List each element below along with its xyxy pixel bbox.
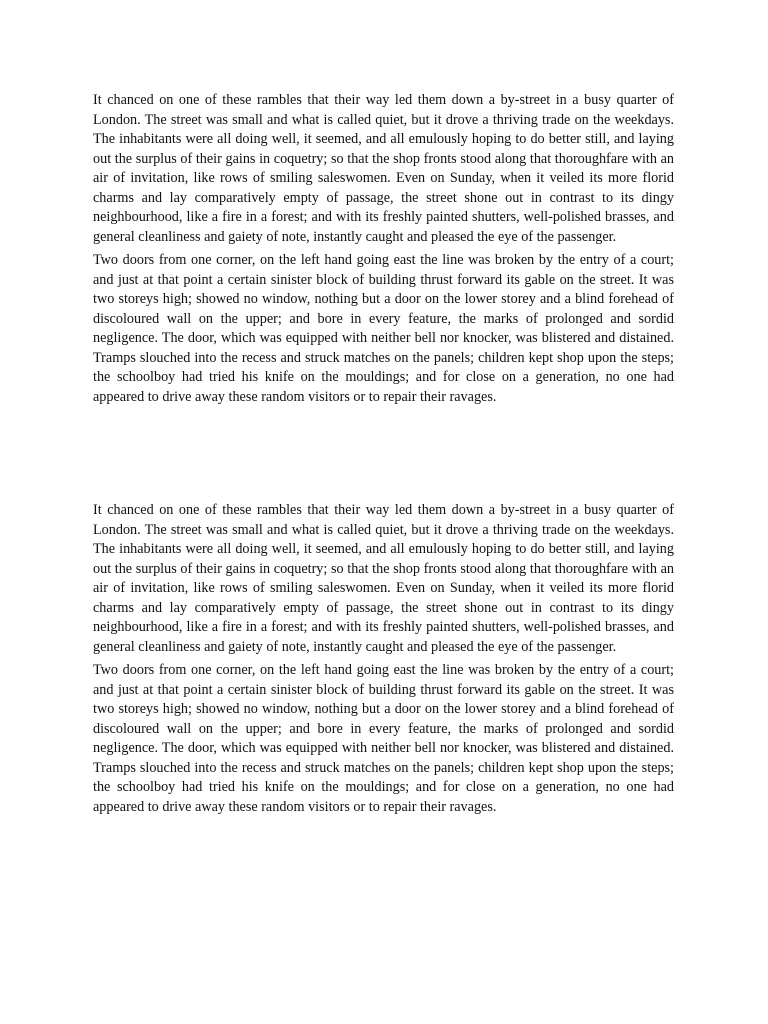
paragraph-street-description: It chanced on one of these rambles that their way led them down a by-street in a busy quarter of London. The street was small and what is called quiet, but it drove a thriving trade on the weekdays. The inhabitants were all doing well, it seemed, and all emulously hoping to do better still, and laying out the surplus of their gains in coquetry; so that the shop fronts stood along that thoroughfare with an air of invitation, like rows of smiling saleswomen. Even on Sunday, when it veiled its more florid charms and lay comparatively empty of passage, the street shone out in contrast to its dingy neighbourhood, like a fire in a forest; and with its freshly painted shutters, well-polished brasses, and general cleanliness and gaiety of note, instantly caught and pleased the eye of the passenger.: [93, 92, 674, 245]
paragraph-door-description: Two doors from one corner, on the left hand going east the line was broken by the entry of a court; and just at that point a certain sinister block of building thrust forward its gable on the street. It was two storeys high; showed no window, nothing but a door on the lower storey and a blind forehead of discoloured wall on the upper; and bore in every feature, the marks of prolonged and sordid negligence. The door, which was equipped with neither bell nor knocker, was blistered and distained. Tramps slouched into the recess and struck matches on the panels; children kept shop upon the steps; the schoolboy had tried his knife on the mouldings; and for close on a generation, no one had appeared to drive away these random visitors or to repair their ravages.: [93, 662, 674, 815]
paragraph-door-description: Two doors from one corner, on the left hand going east the line was broken by the entry of a court; and just at that point a certain sinister block of building thrust forward its gable on the street. It was two storeys high; showed no window, nothing but a door on the lower storey and a blind forehead of discoloured wall on the upper; and bore in every feature, the marks of prolonged and sordid negligence. The door, which was equipped with neither bell nor knocker, was blistered and distained. Tramps slouched into the recess and struck matches on the panels; children kept shop upon the steps; the schoolboy had tried his knife on the mouldings; and for close on a generation, no one had appeared to drive away these random visitors or to repair their ravages.: [93, 252, 674, 405]
paragraph-street-description: It chanced on one of these rambles that their way led them down a by-street in a busy quarter of London. The street was small and what is called quiet, but it drove a thriving trade on the weekdays. The inhabitants were all doing well, it seemed, and all emulously hoping to do better still, and laying out the surplus of their gains in coquetry; so that the shop fronts stood along that thoroughfare with an air of invitation, like rows of smiling saleswomen. Even on Sunday, when it veiled its more florid charms and lay comparatively empty of passage, the street shone out in contrast to its dingy neighbourhood, like a fire in a forest; and with its freshly painted shutters, well-polished brasses, and general cleanliness and gaiety of note, instantly caught and pleased the eye of the passenger.: [93, 502, 674, 655]
text-section-second: [93, 501, 674, 821]
text-section-first: [93, 91, 674, 411]
